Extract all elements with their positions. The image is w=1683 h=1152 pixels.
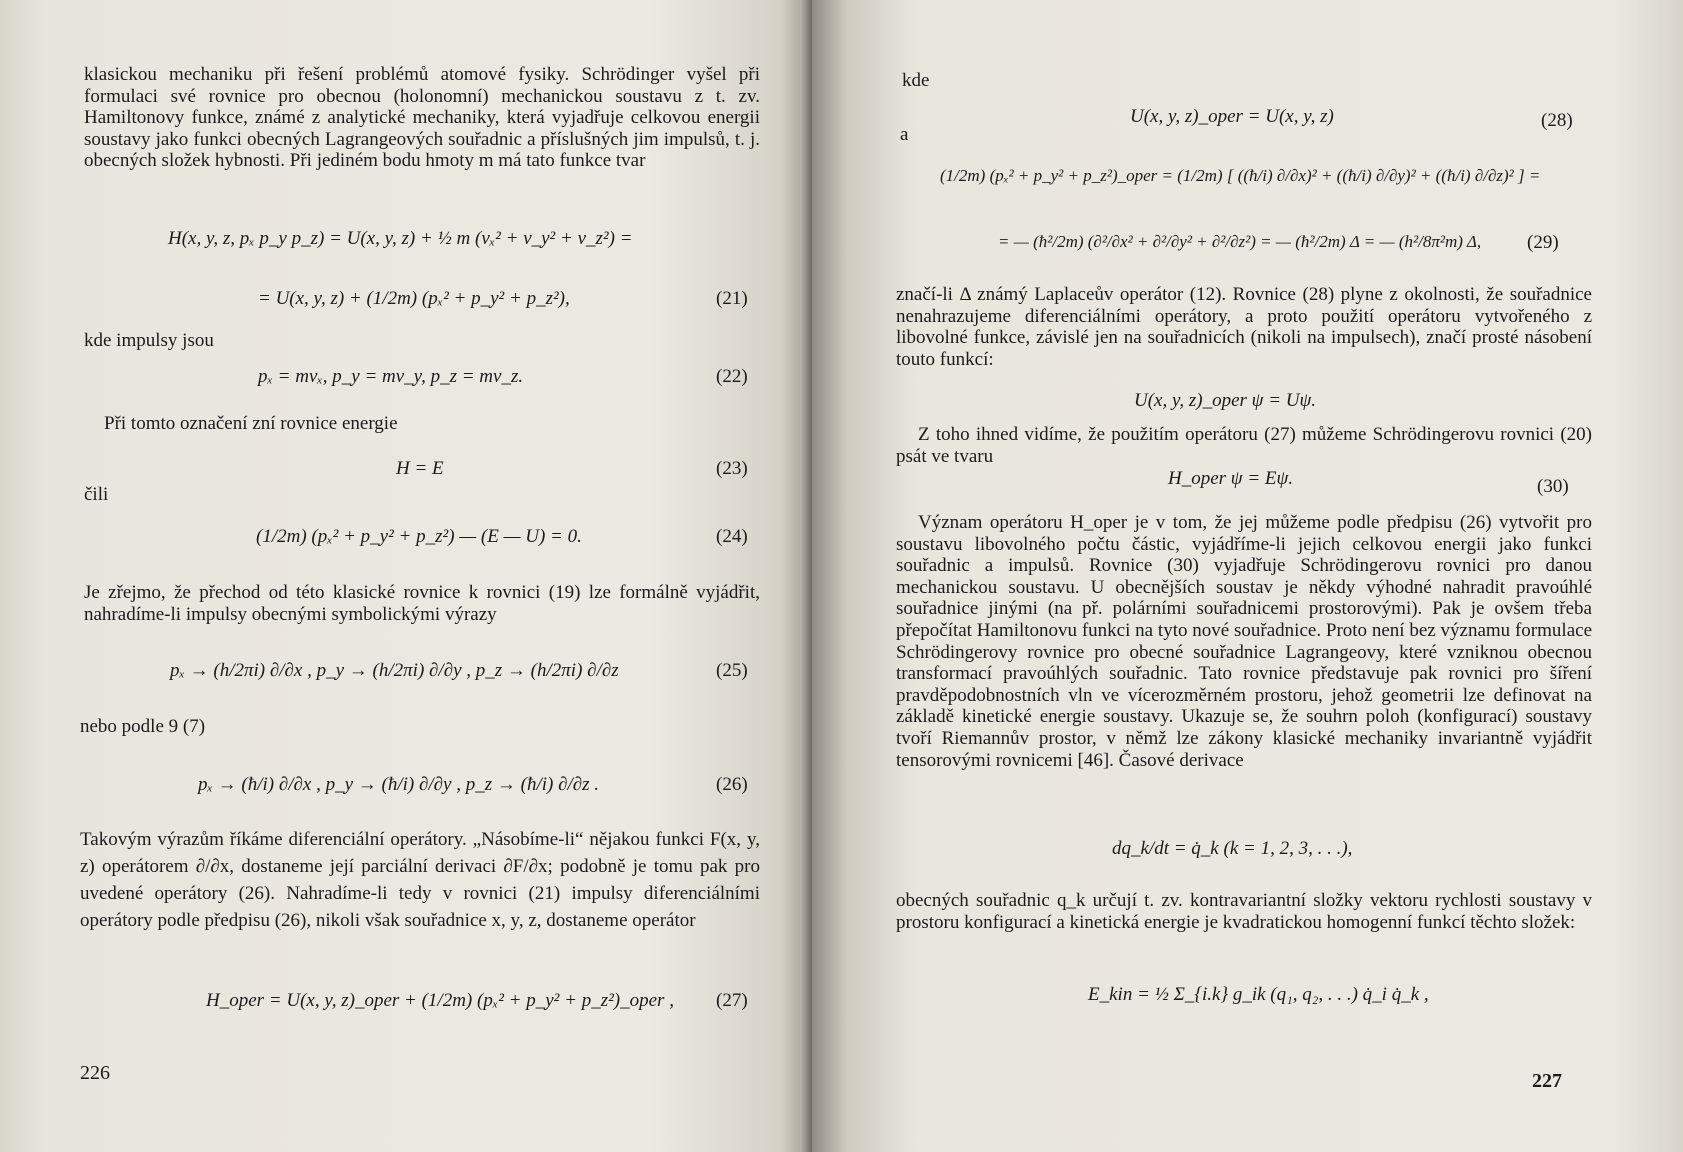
equation-23-number: (23) (716, 458, 748, 479)
equation-22-number: (22) (716, 366, 748, 387)
left-page-number: 226 (80, 1062, 110, 1084)
equation-24: (1/2m) (pₓ² + p_y² + p_z²) — (E — U) = 0. (256, 526, 582, 547)
text-nebo-podle: nebo podle 9 (7) (80, 716, 206, 737)
equation-21-number: (21) (716, 288, 748, 309)
text-kde: kde (902, 70, 930, 91)
left-paragraph-3: Takovým výrazům říkáme diferenciální operátory. „Násobíme-li“ nějakou funkci F(x, y, z) operátorem ∂/∂x, dostaneme její parciální derivaci ∂F/∂x; podobně je tomu pak pro uvedené operátory (26). Nahradíme-li tedy v rovnici (21) impulsy diferenciálními operátory podle předpisu (26), nikoli však souřadnice x, y, z, dostaneme operátor (80, 829, 760, 931)
right-paragraph-1: značí-li Δ známý Laplaceův operátor (12). Rovnice (28) plyne z okolnosti, že souřadnice nenahrazujeme diferenciálními operátory, a proto použití operátoru vytvořeného z libovolné funkce, závislé jen na souřadnicích (nikoli na impulsech), značí prosté násobení touto funkcí: (896, 284, 1592, 370)
left-paragraph-1: klasickou mechaniku při řešení problémů atomové fysiky. Schrödinger vyšel při formulaci své rovnice pro obecnou (holonomní) mechanickou soustavu z t. zv. Hamiltonovy funkce, známé z analytické mechaniky, která vyjadřuje celkovou energii soustavy jako funkci obecných Lagrangeových souřadnic a příslušných jim impulsů, t. j. obecných složek hybnosti. Při jediném bodu hmoty m má tato funkce tvar (84, 64, 760, 172)
equation-dq-dt: dq_k/dt = q̇_k (k = 1, 2, 3, . . .), (1112, 838, 1353, 859)
equation-27: H_oper = U(x, y, z)_oper + (1/2m) (pₓ² + p_y² + p_z²)_oper , (206, 990, 674, 1011)
equation-26: pₓ → (ħ/i) ∂/∂x , p_y → (ħ/i) ∂/∂y , p_z → (ħ/i) ∂/∂z . (198, 774, 600, 795)
equation-28: U(x, y, z)_oper = U(x, y, z) (1130, 106, 1334, 127)
right-paragraph-4: obecných souřadnic q_k určují t. zv. kontravariantní složky vektoru rychlosti soustavy v prostoru konfigurací a kinetická energie je kvadratickou homogenní funkcí těchto složek: (896, 890, 1592, 933)
equation-26-number: (26) (716, 774, 748, 795)
left-page (0, 0, 812, 1152)
equation-30: H_oper ψ = Eψ. (1168, 468, 1294, 489)
equation-29-number: (29) (1527, 232, 1559, 253)
equation-23: H = E (396, 458, 444, 479)
right-paragraph-3: Význam operátoru H_oper je v tom, že jej můžeme podle předpisu (26) vytvořit pro soustavu libovolného počtu částic, vyjádříme-li jejich celkovou energii jako funkci souřadnic a impulsů. Rovnice (30) vyjadřuje Schrödingerovu rovnici pro danou mechanickou soustavu. U obecnějších soustav je někdy výhodné nahradit pravoúhlé souřadnice jinými (na př. polárními souřadnicemi prostorovými). Pak je ovšem třeba přepočítat Hamiltonovu funkci na tyto nové souřadnice. Proto není bez významu formulace Schrödingerovy rovnice pro obecné souřadnice Lagrangeovy, které vzniknou obecnou transformací pravoúhlých souřadnic. Tato rovnice představuje pak rovnici pro šíření pravděpodobnostních vln ve vícerozměrném prostoru, jehož geometrii lze definovat na základě kinetické energie soustavy. Ukazuje se, že souhrn poloh (konfigurací) soustavy tvoří Riemannův prostor, v němž lze zákony klasické mechaniky invariantně vyjádřit tensorovými rovnicemi [46]. Časové derivace (896, 512, 1592, 771)
equation-e-kin: E_kin = ½ Σ_{i.k} g_ik (q₁, q₂, . . .) q̇_i q̇_k , (1088, 984, 1429, 1005)
right-paragraph-2: Z toho ihned vidíme, že použitím operátoru (27) můžeme Schrödingerovu rovnici (20) psát ve tvaru (896, 424, 1592, 467)
equation-29-line-2: = — (ħ²/2m) (∂²/∂x² + ∂²/∂y² + ∂²/∂z²) = — (ħ²/2m) Δ = — (h²/8π²m) Δ, (998, 232, 1482, 251)
text-energie: Při tomto označení zní rovnice energie (104, 413, 398, 434)
equation-u-oper: U(x, y, z)_oper ψ = Uψ. (1134, 390, 1317, 411)
text-cili: čili (84, 484, 109, 505)
equation-28-number: (28) (1541, 110, 1573, 131)
equation-22: pₓ = mvₓ, p_y = mv_y, p_z = mv_z. (258, 366, 524, 387)
equation-24-number: (24) (716, 526, 748, 547)
text-a: a (900, 124, 909, 145)
equation-27-number: (27) (716, 990, 748, 1011)
text-kde-impulsy: kde impulsy jsou (84, 330, 214, 351)
right-page (812, 0, 1683, 1152)
equation-21-line-2: = U(x, y, z) + (1/2m) (pₓ² + p_y² + p_z²), (258, 288, 570, 309)
left-paragraph-2: Je zřejmo, že přechod od této klasické rovnice k rovnici (19) lze formálně vyjádřit, nahradíme-li impulsy obecnými symbolickými výrazy (84, 582, 760, 625)
equation-30-number: (30) (1537, 476, 1569, 497)
equation-25-number: (25) (716, 660, 748, 681)
equation-25: pₓ → (h/2πi) ∂/∂x , p_y → (h/2πi) ∂/∂y , p_z → (h/2πi) ∂/∂z (170, 660, 619, 681)
right-page-number: 227 (1532, 1070, 1562, 1092)
equation-21-line-1: H(x, y, z, pₓ p_y p_z) = U(x, y, z) + ½ m (vₓ² + v_y² + v_z²) = (168, 228, 633, 249)
equation-29-line-1: (1/2m) (pₓ² + p_y² + p_z²)_oper = (1/2m) [ ((ħ/i) ∂/∂x)² + ((ħ/i) ∂/∂y)² + ((ħ/i) ∂/∂z)² ] = (940, 166, 1541, 185)
